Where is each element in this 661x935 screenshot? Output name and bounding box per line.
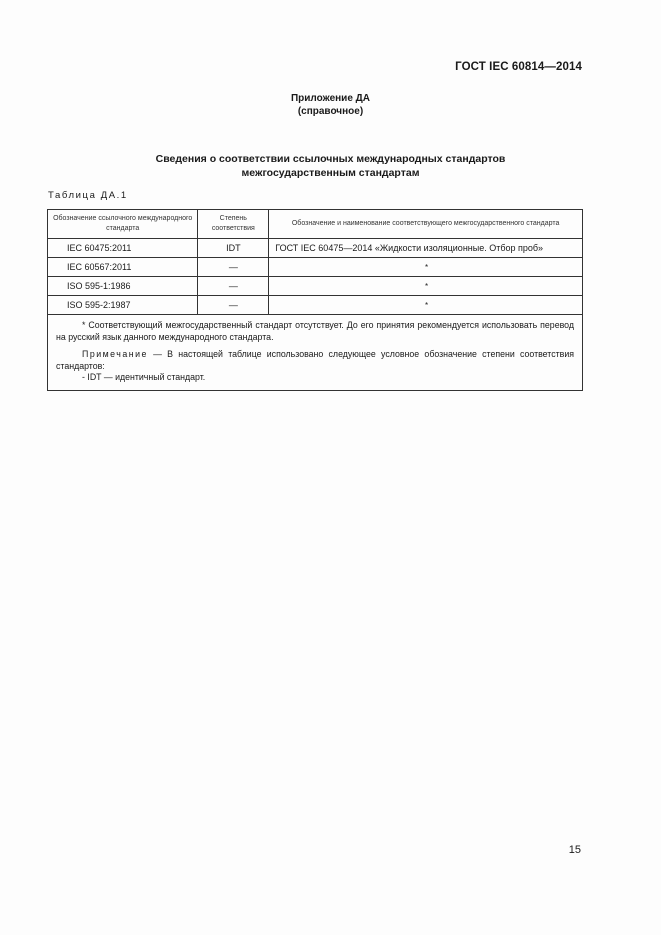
section-heading-line2: межгосударственным стандартам — [241, 167, 420, 179]
header-national-standard: Обозначение и наименование соответствующего межгосударственного стандарта — [269, 210, 583, 239]
cell-degree: — — [198, 277, 269, 296]
cell-national-standard: ГОСТ IEC 60475—2014 «Жидкости изоляционные. Отбор проб» — [269, 239, 583, 258]
table-row — [48, 239, 583, 258]
document-id: ГОСТ IEC 60814—2014 — [455, 61, 582, 73]
header-ref-standard: Обозначение ссылочного международного стандарта — [48, 210, 198, 239]
section-heading — [0, 152, 661, 180]
cell-ref-standard: IEC 60475:2011 — [48, 239, 198, 258]
table-notes-row — [48, 315, 583, 391]
table-notes-cell — [48, 315, 583, 391]
cell-ref-standard: IEC 60567:2011 — [48, 258, 198, 277]
note-list-item: - IDT — идентичный стандарт. — [82, 372, 206, 382]
appendix-title-block — [0, 92, 661, 118]
note-label: Примечание — [82, 349, 148, 359]
table-row — [48, 296, 583, 315]
table-note — [56, 349, 574, 372]
cell-national-standard: * — [269, 296, 583, 315]
cell-national-standard: * — [269, 277, 583, 296]
table-row — [48, 258, 583, 277]
correspondence-table-wrap — [47, 209, 583, 391]
cell-ref-standard: ISO 595-2:1987 — [48, 296, 198, 315]
table-footnote: * Соответствующий межгосударственный стандарт отсутствует. До его принятия рекомендуется использовать перевод на русский язык данного международного стандарта. — [56, 320, 574, 342]
correspondence-table — [47, 209, 583, 391]
appendix-subtitle: (справочное) — [297, 106, 364, 117]
header-degree: Степень соответствия — [198, 210, 269, 239]
appendix-title: Приложение ДА — [290, 93, 371, 104]
table-header-row — [48, 210, 583, 239]
table-caption: Таблица ДА.1 — [48, 190, 128, 201]
page-number: 15 — [568, 844, 581, 856]
cell-degree: — — [198, 258, 269, 277]
section-heading-line1: Сведения о соответствии ссылочных международных стандартов — [155, 153, 506, 165]
note-text: — В настоящей таблице использовано следующее условное обозначение степени соответствия стандартов: — [56, 349, 574, 371]
cell-national-standard: * — [269, 258, 583, 277]
cell-degree: IDT — [198, 239, 269, 258]
table-row — [48, 277, 583, 296]
cell-degree: — — [198, 296, 269, 315]
cell-ref-standard: ISO 595-1:1986 — [48, 277, 198, 296]
